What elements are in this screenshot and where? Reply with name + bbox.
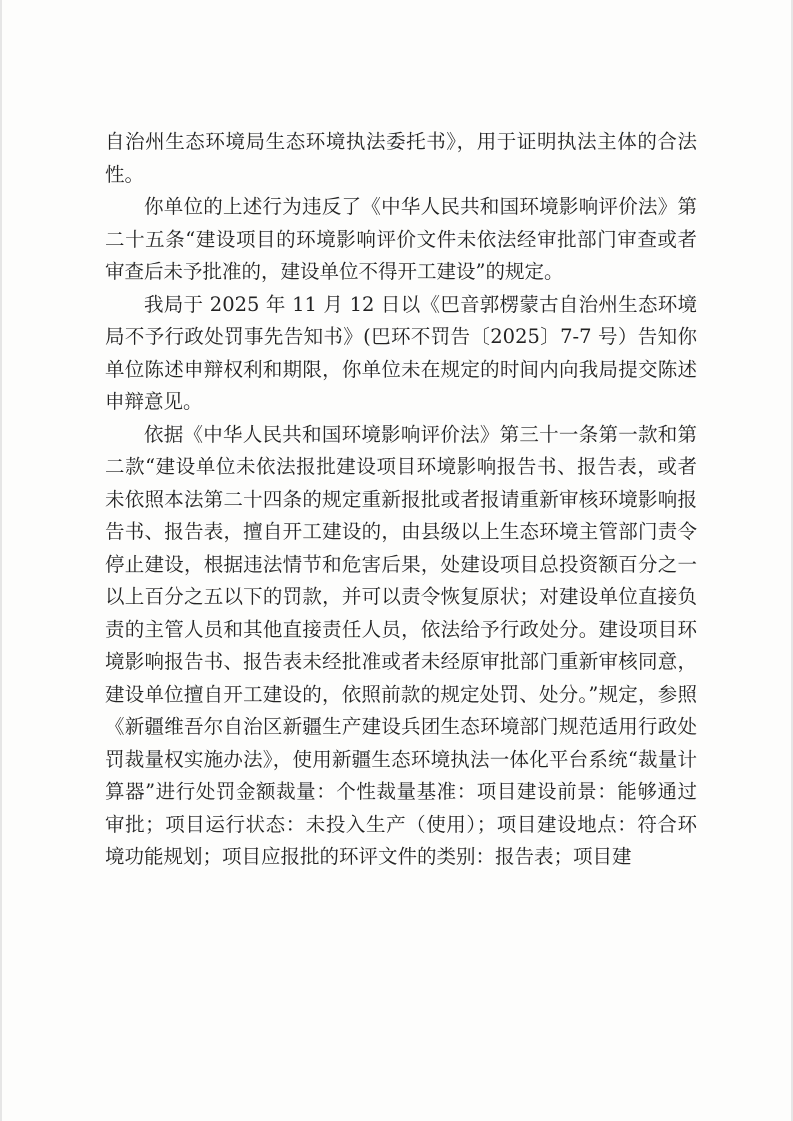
scan-edge-left — [0, 0, 2, 1121]
document-body — [105, 126, 697, 874]
paragraph-legal-basis: 依据《中华人民共和国环境影响评价法》第三十一条第一款和第二款“建设单位未依法报批建设项目环境影响报告书、报告表，或者未依照本法第二十四条的规定重新报批或者报请重新审核环境影响报告书、报告表，擅自开工建设的，由县级以上生态环境主管部门责令停止建设，根据违法情节和危害后果，处建设项目总投资额百分之一以上百分之五以下的罚款，并可以责令恢复原状；对建设单位直接负责的主管人员和其他直接责任人员，依法给予行政处分。建设项目环境影响报告书、报告表未经批准或者未经原审批部门重新审核同意，建设单位擅自开工建设的，依照前款的规定处罚、处分。”规定，参照《新疆维吾尔自治区新疆生产建设兵团生态环境部门规范适用行政处罚裁量权实施办法》，使用新疆生态环境执法一体化平台系统“裁量计算器”进行处罚金额裁量：个性裁量基准：项目建设前景：能够通过审批；项目运行状态：未投入生产（使用）；项目建设地点：符合环境功能规划；项目应报批的环评文件的类别：报告表；项目建 — [105, 422, 697, 868]
paragraph-violation: 你单位的上述行为违反了《中华人民共和国环境影响评价法》第二十五条“建设项目的环境影响评价文件未依法经审批部门审查或者审查后未予批准的，建设单位不得开工建设”的规定。 — [105, 195, 697, 283]
paragraph-continuation: 自治州生态环境局生态环境执法委托书》，用于证明执法主体的合法性。 — [105, 130, 697, 186]
paragraph-notice: 我局于 2025 年 11 月 12 日以《巴音郭楞蒙古自治州生态环境局不予行政处罚事先告知书》(巴环不罚告〔2025〕7-7 号）告知你单位陈述申辩权利和期限，你单位未在规定的时间内向我局提交陈述申辩意见。 — [105, 292, 697, 413]
